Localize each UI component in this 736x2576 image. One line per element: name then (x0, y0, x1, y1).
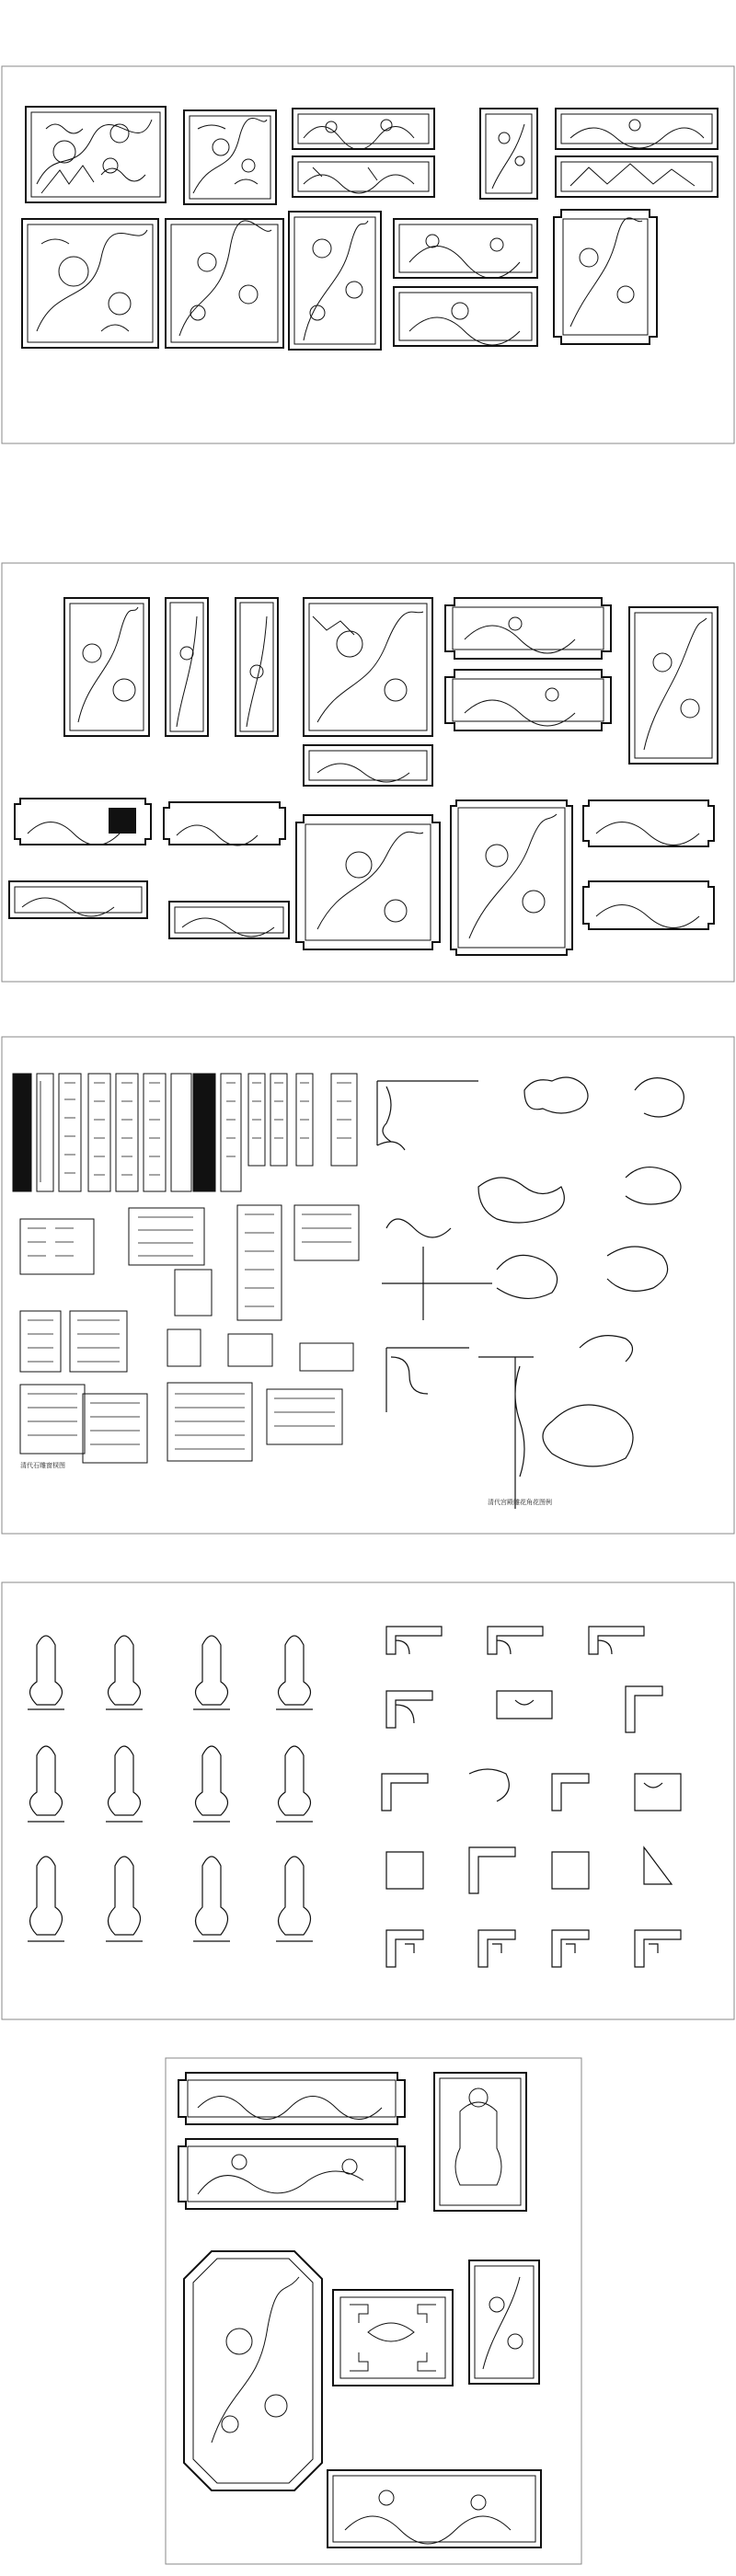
carved-panel (184, 110, 276, 204)
carved-panel (556, 156, 718, 197)
sheet-3-caption-right: 清代宫殿雕花角花图例 (488, 1499, 552, 1506)
carved-panel (451, 800, 572, 955)
carved-panel (445, 598, 611, 659)
carved-panel (22, 219, 158, 348)
bracket-ornament (28, 1746, 313, 1822)
carved-panel (583, 881, 714, 929)
carved-panel (480, 109, 537, 199)
calligraphy-panel (20, 1205, 359, 1463)
carved-panel (64, 598, 149, 736)
ornamental-panel (333, 2290, 453, 2386)
sheet-border (2, 66, 734, 443)
sheet-border (2, 1582, 734, 2019)
carved-panel (166, 598, 208, 736)
calligraphy-characters (28, 1214, 351, 1449)
dragon-motif (478, 1077, 684, 1466)
sheet-3-caption-left: 清代石雕窗棂图 (20, 1462, 65, 1469)
carved-panel (629, 607, 718, 764)
carved-panel (304, 745, 432, 786)
carved-panel (15, 799, 151, 845)
carved-panel (445, 670, 611, 730)
sheet-4-drawing (0, 1581, 736, 2022)
carved-panel (169, 902, 289, 938)
carved-panel (164, 802, 285, 845)
ornamental-panel (469, 2260, 539, 2384)
corner-ornament (382, 1627, 681, 1967)
carved-panel (236, 598, 278, 736)
sheet-3-drawing (0, 1035, 736, 1536)
drawing-sheet-4 (0, 1581, 736, 2022)
carved-panel (26, 107, 166, 202)
sheet-2-drawing (0, 561, 736, 984)
sheet-border (166, 2058, 581, 2564)
carved-panel (293, 109, 434, 150)
calligraphy-scroll (13, 1074, 357, 1191)
drawing-sheet-5 (0, 2056, 736, 2567)
ornamental-panel (434, 2073, 526, 2211)
carved-panel (166, 219, 283, 348)
drawing-sheet-1 (0, 64, 736, 446)
drawing-sheet-2 (0, 561, 736, 984)
sheet-1-drawing (0, 64, 736, 446)
drawing-sheet-3 (0, 1035, 736, 1536)
carved-panel (556, 109, 718, 149)
ornamental-panel (178, 2139, 405, 2209)
carved-panel (394, 287, 537, 346)
ornamental-panel (178, 2073, 405, 2124)
bracket-ornament (28, 1857, 313, 1941)
ornamental-panel (328, 2470, 541, 2547)
bracket-ornament (28, 1636, 313, 1709)
carved-panel (293, 156, 434, 197)
carved-panel (583, 800, 714, 846)
carved-panel (289, 212, 381, 350)
carved-panel (296, 815, 440, 949)
sheet-5-drawing (0, 2056, 736, 2567)
ornamental-panel (184, 2251, 322, 2490)
carved-panel (9, 881, 147, 918)
carved-panel (304, 598, 432, 736)
carved-panel (554, 210, 657, 344)
carved-panel (394, 219, 537, 279)
